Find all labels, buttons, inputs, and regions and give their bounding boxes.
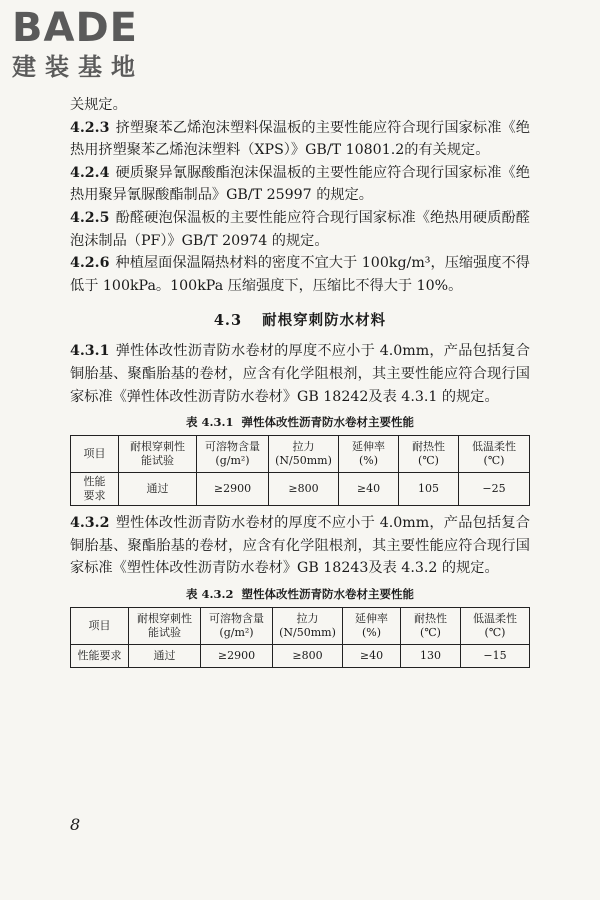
logo-brand: BADE bbox=[12, 5, 138, 51]
header-cell: 拉力 (N/50mm) bbox=[273, 607, 343, 644]
header-cell: 可溶物含量 (g/m²) bbox=[201, 607, 273, 644]
header-cell: 耐热性 (℃) bbox=[401, 607, 461, 644]
section-number: 4.3 bbox=[213, 312, 243, 330]
table-row bbox=[71, 644, 530, 667]
header-cell: 低温柔性 (℃) bbox=[461, 607, 530, 644]
table-cell: 性能要求 bbox=[71, 644, 129, 667]
header-cell: 耐根穿刺性 能试验 bbox=[119, 436, 197, 473]
paragraph-4-2-5: 4.2.5 酚醛硬泡保温板的主要性能应符合现行国家标准《绝热用硬质酚醛泡沫制品（PF）》GB/T 20974 的规定。 bbox=[70, 209, 530, 249]
table-cell: −25 bbox=[459, 473, 530, 506]
header-cell: 耐热性 (℃) bbox=[399, 436, 459, 473]
section-title-text: 耐根穿刺防水材料 bbox=[262, 312, 387, 330]
header-cell: 耐根穿刺性 能试验 bbox=[129, 607, 201, 644]
table-cell: ≥40 bbox=[343, 644, 401, 667]
clause-number: 4.2.5 bbox=[70, 209, 110, 226]
paragraph-4-2-4: 4.2.4 硬质聚异氰脲酸酯泡沫保温板的主要性能应符合现行国家标准《绝热用聚异氰脲酸酯制品》GB/T 25997 的规定。 bbox=[70, 164, 530, 204]
table-cell: 通过 bbox=[129, 644, 201, 667]
paragraph-4-3-2: 4.3.2 塑性体改性沥青防水卷材的厚度不应小于 4.0mm，产品包括复合铜胎基、聚酯胎基的卷材，应含有化学阻根剂，其主要性能应符合现行国家标准《塑性体改性沥青防水卷材》GB 18243及表 4.3.2 的规定。 bbox=[70, 515, 530, 577]
header-cell: 可溶物含量 (g/m²) bbox=[197, 436, 269, 473]
table-row bbox=[71, 473, 530, 506]
header-cell: 延伸率 (%) bbox=[343, 607, 401, 644]
bade-logo bbox=[12, 6, 144, 82]
clause-number: 4.2.6 bbox=[70, 255, 110, 272]
clause-number: 4.3.2 bbox=[70, 515, 110, 532]
section-heading-4-3 bbox=[70, 309, 530, 330]
logo-subtitle: 建装基地 bbox=[12, 53, 144, 81]
paragraph-4-3-1: 4.3.1 弹性体改性沥青防水卷材的厚度不应小于 4.0mm，产品包括复合铜胎基、聚酯胎基的卷材，应含有化学阻根剂，其主要性能应符合现行国家标准《弹性体改性沥青防水卷材》GB 18242及表 4.3.1 的规定。 bbox=[70, 343, 530, 405]
table-cell: ≥40 bbox=[339, 473, 399, 506]
table-cell: ≥2900 bbox=[197, 473, 269, 506]
header-cell: 项目 bbox=[71, 436, 119, 473]
paragraph-continuation: 关规定。 bbox=[70, 97, 127, 113]
table-4-3-1 bbox=[70, 435, 530, 506]
table-4-3-1-caption: 表 4.3.1 弹性体改性沥青防水卷材主要性能 bbox=[185, 415, 415, 430]
table-cell: 性能 要求 bbox=[71, 473, 119, 506]
page-content bbox=[70, 94, 530, 674]
header-cell: 项目 bbox=[71, 607, 129, 644]
table-4-3-2-caption: 表 4.3.2 塑性体改性沥青防水卷材主要性能 bbox=[185, 586, 415, 601]
page-number: 8 bbox=[70, 815, 81, 834]
table-header-row bbox=[71, 607, 530, 644]
paragraph-4-2-6: 4.2.6 种植屋面保温隔热材料的密度不宜大于 100kg/m³，压缩强度不得低于 100kPa。100kPa 压缩强度下，压缩比不得大于 10%。 bbox=[70, 255, 530, 294]
table-header-row bbox=[71, 436, 530, 473]
table-cell: 105 bbox=[399, 473, 459, 506]
table-cell: ≥800 bbox=[273, 644, 343, 667]
table-4-3-2 bbox=[70, 607, 530, 668]
header-cell: 拉力 (N/50mm) bbox=[269, 436, 339, 473]
clause-number: 4.2.4 bbox=[70, 164, 110, 181]
table-cell: −15 bbox=[461, 644, 530, 667]
table-cell: ≥2900 bbox=[201, 644, 273, 667]
header-cell: 延伸率 (%) bbox=[339, 436, 399, 473]
header-cell: 低温柔性 (℃) bbox=[459, 436, 530, 473]
table-cell: 通过 bbox=[119, 473, 197, 506]
table-cell: 130 bbox=[401, 644, 461, 667]
clause-number: 4.3.1 bbox=[70, 343, 110, 360]
paragraph-4-2-3: 4.2.3 挤塑聚苯乙烯泡沫塑料保温板的主要性能应符合现行国家标准《绝热用挤塑聚苯乙烯泡沫塑料（XPS）》GB/T 10801.2的有关规定。 bbox=[70, 119, 530, 159]
table-cell: ≥800 bbox=[269, 473, 339, 506]
clause-number: 4.2.3 bbox=[70, 119, 110, 136]
